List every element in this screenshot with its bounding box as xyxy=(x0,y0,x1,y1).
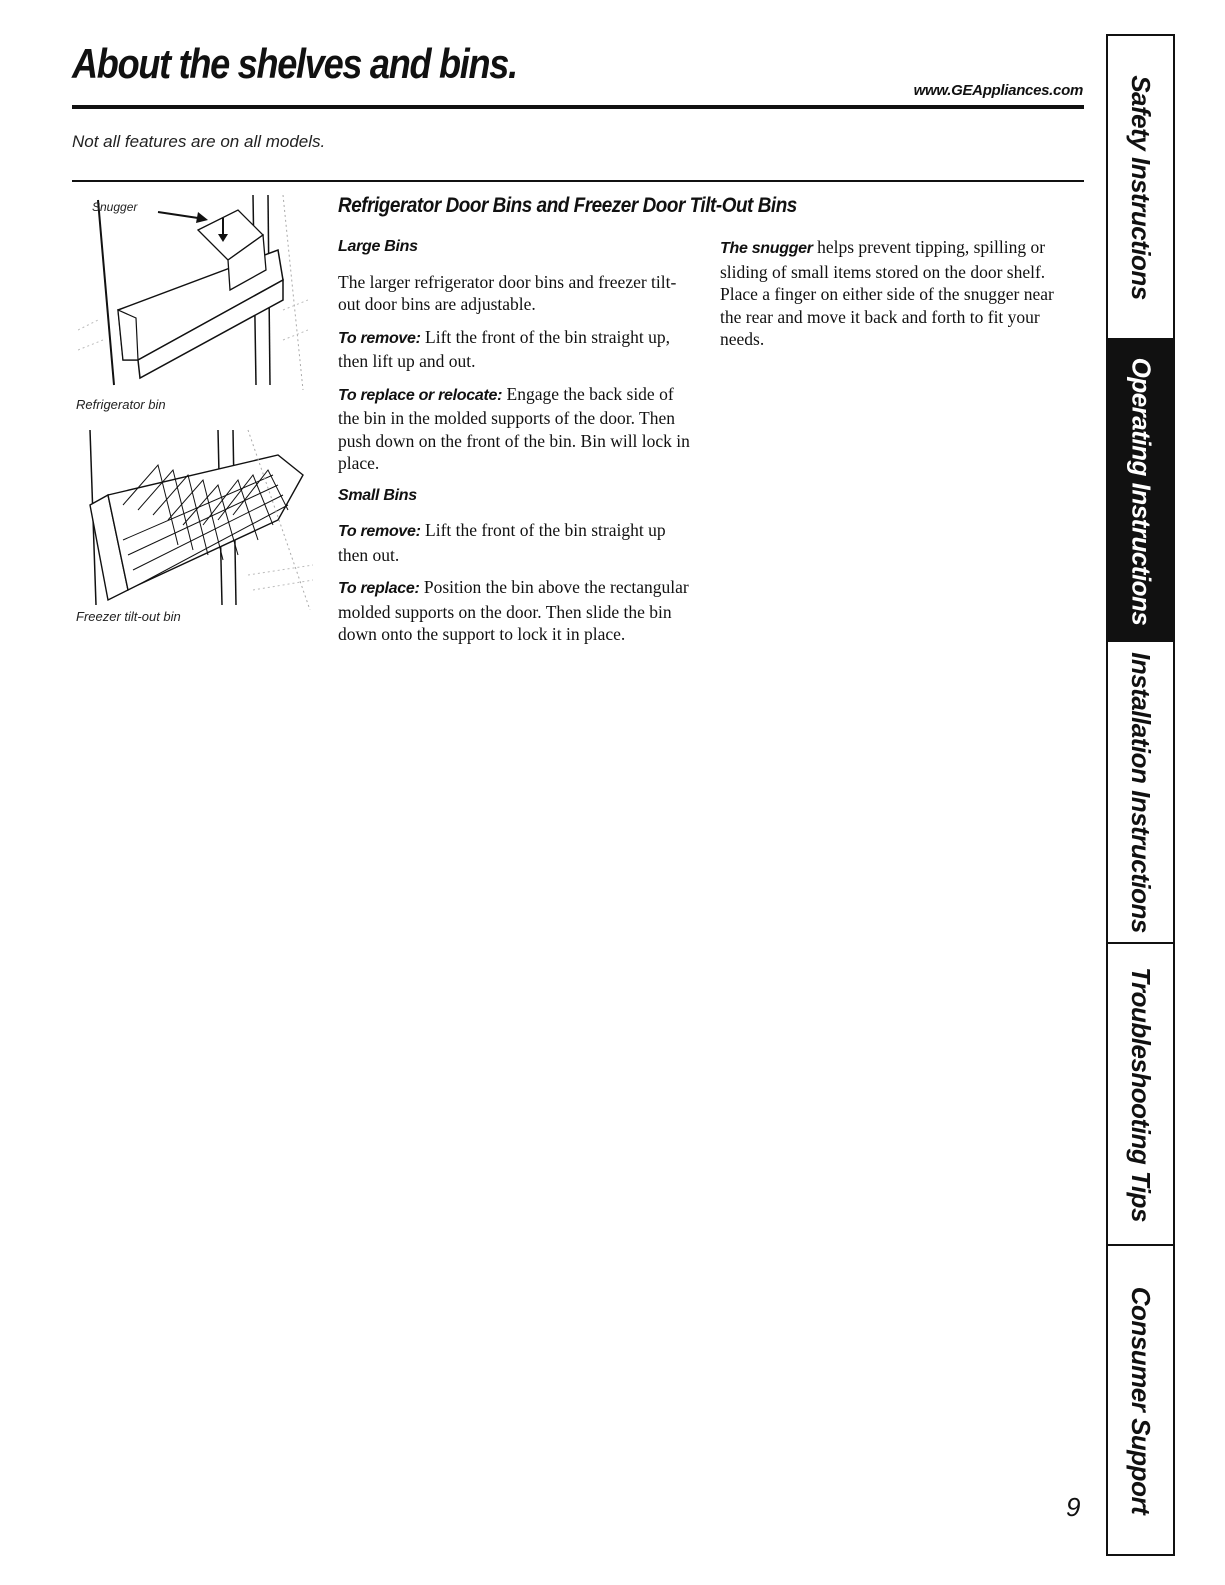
freezer-bin-caption: Freezer tilt-out bin xyxy=(76,609,181,624)
small-bins-remove xyxy=(338,519,698,566)
snugger-text: helps prevent tipping, spilling or sliding of small items stored on the door shelf. Place a finger on either side of the snugger near the rear and move it back and forth to fit your needs. xyxy=(720,237,1054,349)
small-bins-remove-lead: To remove: xyxy=(338,523,421,540)
freezer-bin-illustration xyxy=(78,425,313,610)
tab-installation-instructions[interactable] xyxy=(1108,642,1173,942)
refrigerator-bin-caption: Refrigerator bin xyxy=(76,397,166,412)
large-bins-heading: Large Bins xyxy=(338,238,418,255)
page-number: 9 xyxy=(1066,1492,1081,1522)
tab-operating-instructions[interactable] xyxy=(1108,340,1173,642)
large-bins-replace-lead: To replace or relocate: xyxy=(338,386,503,404)
small-bins-remove-text: Lift the front of the bin straight up then out. xyxy=(338,520,666,565)
refrigerator-bin-illustration xyxy=(78,190,308,390)
snugger-label: Snugger xyxy=(92,200,138,214)
tab-label-installation: Installation Instructions xyxy=(1126,651,1156,933)
tab-troubleshooting-tips[interactable] xyxy=(1108,944,1173,1244)
large-and-small-bins-column xyxy=(338,236,698,656)
page-subtitle: Not all features are on all models. xyxy=(72,132,326,151)
tab-safety-instructions[interactable] xyxy=(1108,36,1173,338)
small-bins-replace xyxy=(338,576,698,646)
large-bins-remove xyxy=(338,326,698,373)
section-heading: Refrigerator Door Bins and Freezer Door Tilt-Out Bins xyxy=(338,194,797,217)
small-bins-heading: Small Bins xyxy=(338,486,417,504)
title-rule xyxy=(72,105,1084,109)
snugger-column xyxy=(720,236,1070,361)
large-bins-remove-lead: To remove: xyxy=(338,329,421,347)
small-bins-replace-lead: To replace: xyxy=(338,580,420,597)
small-bins-replace-text: Position the bin above the rectangular molded supports on the door. Then slide the bin down onto the support to lock it in place. xyxy=(338,577,689,644)
section-rule xyxy=(72,180,1084,182)
tab-label-consumer: Consumer Support xyxy=(1126,1286,1157,1514)
snugger-paragraph xyxy=(720,236,1070,351)
large-bins-intro: The larger refrigerator door bins and freezer tilt-out door bins are adjustable. xyxy=(338,271,677,314)
tab-label-troubleshooting: Troubleshooting Tips xyxy=(1126,966,1156,1222)
snugger-lead: The snugger xyxy=(720,240,813,257)
page-title: About the shelves and bins. xyxy=(72,40,517,87)
large-bins-replace xyxy=(338,383,698,475)
tab-label-safety: Safety Instructions xyxy=(1126,74,1156,300)
large-bins-remove-text: Lift the front of the bin straight up, then lift up and out. xyxy=(338,326,670,371)
large-bins-replace-text: Engage the back side of the bin in the molded supports of the door. Then push down on the front of the bin. Bin will lock in place. xyxy=(338,383,690,473)
tab-consumer-support[interactable] xyxy=(1108,1246,1173,1554)
tab-label-operating: Operating Instructions xyxy=(1126,357,1156,625)
website-url[interactable]: www.GEAppliances.com xyxy=(913,82,1083,99)
section-tabs xyxy=(1106,34,1175,1556)
